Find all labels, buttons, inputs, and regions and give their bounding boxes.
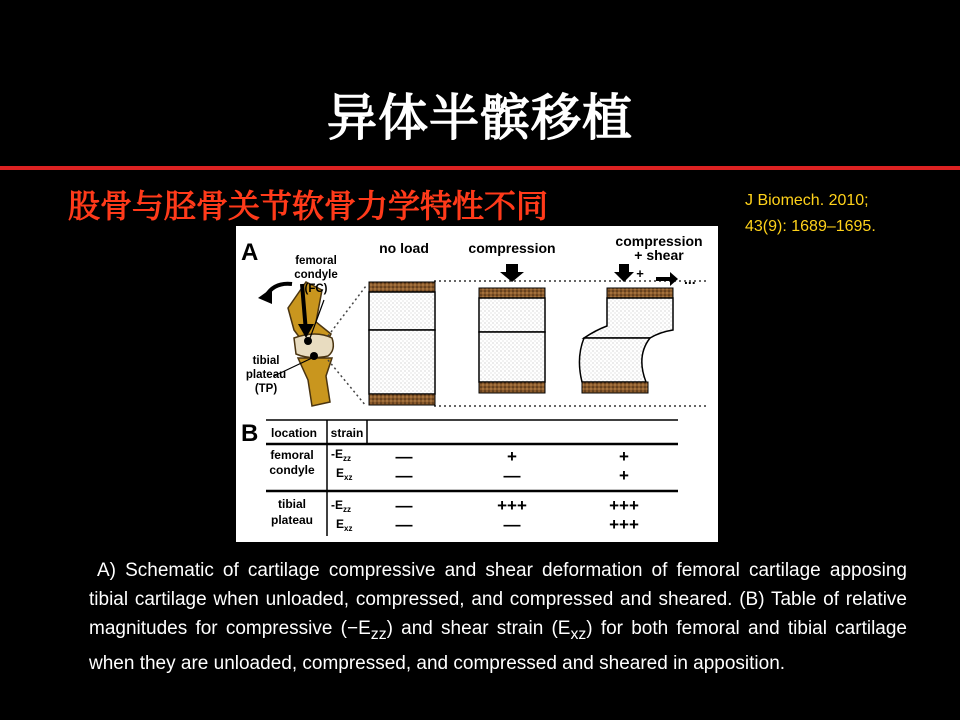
stack-compression-shear — [579, 288, 673, 393]
shear-arrow-icon — [656, 272, 678, 286]
slide-title: 异体半髌移植 — [327, 89, 633, 147]
tp-label-1: tibial — [252, 355, 280, 367]
panel-a-label: A — [241, 239, 259, 266]
rotation-arrow-icon — [258, 288, 272, 304]
cell-r3-c2: +++ — [497, 496, 527, 515]
cell-r3-c1: — — [395, 496, 413, 515]
citation-journal: J Biomech. 2010; — [745, 192, 869, 209]
row-label-femoral-2: condyle — [269, 463, 315, 477]
panel-b-label: B — [241, 420, 259, 447]
shear-plus-label: + — [636, 266, 644, 281]
tp-label-2: plateau — [245, 369, 287, 381]
caption-part-1: A) Schematic of cartilage compressive and shear deformation of femoral cartilage apposing tibial cartilage when unloaded, compressed, and compressed and sheared. (B) Table of relative magnitudes for compressive (−E — [89, 560, 907, 639]
strain-ezz-tibial: $-E_{zz}$ — [331, 498, 351, 514]
compression-arrow-2-icon — [614, 264, 634, 282]
caption-sub-xz: xz — [570, 625, 587, 643]
shear-dots: ... — [684, 271, 696, 287]
row-label-femoral-1: femoral — [270, 448, 314, 462]
cell-r3-c3: +++ — [609, 496, 639, 515]
figure — [236, 226, 718, 542]
condition-no-load: no load — [379, 240, 429, 256]
cell-r2-c2: — — [503, 466, 521, 485]
row-label-tibial-2: plateau — [270, 513, 314, 527]
cell-r2-c3: + — [619, 466, 629, 485]
slide-subtitle: 股骨与胫骨关节软骨力学特性不同 — [68, 187, 549, 225]
fc-label-3: (FC) — [304, 283, 328, 295]
condition-shear-1: compression — [615, 233, 703, 249]
cell-r1-c2: + — [507, 447, 517, 466]
strain-ezz-femoral: $-E_{zz}$ — [331, 447, 351, 463]
fc-label-1: femoral — [295, 255, 337, 267]
stack-no-load — [369, 282, 435, 405]
citation-volume: 43(9): 1689–1695. — [745, 218, 876, 235]
citation — [745, 188, 876, 240]
condition-compression: compression — [468, 240, 556, 256]
cell-r2-c1: — — [395, 466, 413, 485]
caption-part-2: ) and shear strain (E — [386, 618, 571, 639]
stack-compression — [479, 288, 545, 393]
strain-exz-femoral: $E_{xz}$ — [336, 466, 353, 482]
title-divider — [0, 166, 960, 170]
table-header-strain: strain — [330, 426, 364, 440]
tp-label-3: (TP) — [254, 383, 278, 395]
figure-caption — [89, 556, 907, 678]
fc-label-2: condyle — [294, 269, 338, 281]
caption-sub-zz: zz — [370, 625, 387, 643]
fc-marker — [304, 337, 312, 345]
cell-r1-c3: + — [619, 447, 629, 466]
cell-r4-c1: — — [395, 515, 413, 534]
figure-svg — [236, 226, 718, 542]
compression-arrow-icon — [500, 264, 524, 282]
caption-part-3: ) for both femoral and tibial cartilage when they are unloaded, compressed, and compressed and sheared in apposition. — [89, 618, 907, 674]
table-header-location: location — [270, 426, 318, 440]
row-label-tibial-1: tibial — [277, 497, 307, 511]
strain-exz-tibial: $E_{xz}$ — [336, 517, 353, 533]
cell-r1-c1: — — [395, 447, 413, 466]
condition-shear-2: + shear — [634, 247, 684, 263]
cell-r4-c3: +++ — [609, 515, 639, 534]
cell-r4-c2: — — [503, 515, 521, 534]
